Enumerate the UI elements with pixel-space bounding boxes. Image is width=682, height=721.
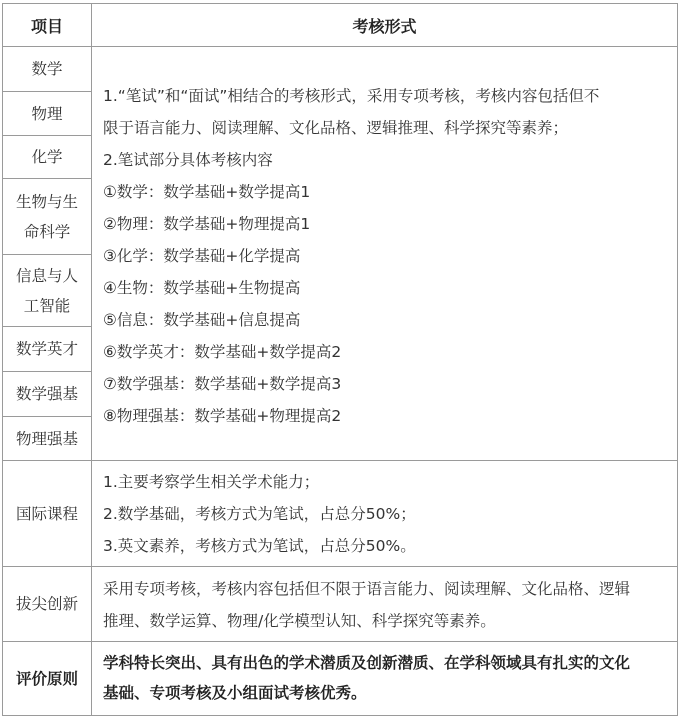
- subject-info-line2: 工智能: [23, 296, 71, 315]
- innovation-description: [103, 573, 673, 637]
- exam-desc-line: ⑦数学强基：数学基础+数学提高3: [103, 375, 342, 393]
- subject-biology-line1: 生物与生: [15, 192, 78, 211]
- exam-desc-line: ⑥数学英才：数学基础+数学提高2: [103, 343, 342, 361]
- intl-desc-line: 3.英文素养，考核方式为笔试，占总分50%。: [103, 537, 416, 555]
- intl-desc-line: 2.数学基础，考核方式为笔试，占总分50%；: [103, 505, 416, 523]
- header-exam-form: 考核形式: [352, 16, 417, 36]
- exam-desc-line: 限于语言能力、阅读理解、文化品格、逻辑推理、科学探究等素养；: [103, 119, 569, 137]
- header-divider: [3, 46, 677, 47]
- subject-math: 数学: [31, 60, 63, 78]
- subject-innovation: 拔尖创新: [15, 595, 78, 613]
- evaluation-description: [103, 648, 673, 708]
- exam-table: [2, 3, 678, 716]
- row-divider: [3, 566, 677, 567]
- subject-physics-strong: 物理强基: [15, 429, 78, 448]
- subject-physics: 物理: [31, 104, 63, 123]
- exam-description: [103, 80, 673, 432]
- international-description: [103, 466, 673, 562]
- subject-math-talent: 数学英才: [15, 340, 78, 358]
- exam-desc-line: 1.“笔试”和“面试”相结合的考核形式，采用专项考核，考核内容包括但不: [103, 87, 600, 105]
- exam-desc-line: ⑧物理强基：数学基础+物理提高2: [103, 407, 342, 425]
- exam-desc-line: ④生物：数学基础+生物提高: [103, 279, 301, 297]
- header-project: 项目: [30, 16, 63, 36]
- exam-desc-line: ⑤信息：数学基础+信息提高: [103, 311, 301, 329]
- subject-chemistry: 化学: [31, 148, 63, 166]
- intl-desc-line: 1.主要考察学生相关学术能力；: [103, 473, 320, 491]
- exam-desc-line: 2.笔试部分具体考核内容: [103, 151, 273, 169]
- subject-biology-line2: 命科学: [23, 222, 71, 241]
- row-divider: [3, 460, 677, 461]
- subject-biology: [3, 179, 91, 254]
- subject-evaluation: 评价原则: [15, 669, 78, 688]
- column-divider: [91, 4, 92, 715]
- exam-desc-line: ①数学：数学基础+数学提高1: [103, 183, 311, 201]
- exam-desc-line: ③化学：数学基础+化学提高: [103, 247, 301, 265]
- subject-math-strong: 数学强基: [15, 385, 78, 403]
- subject-international: 国际课程: [15, 504, 78, 523]
- exam-desc-line: ②物理：数学基础+物理提高1: [103, 215, 311, 233]
- evaluation-desc-line: 基础、专项考核及小组面试考核优秀。: [103, 684, 367, 702]
- subject-info-ai: [3, 255, 91, 326]
- row-divider: [3, 641, 677, 642]
- innovation-desc-line: 采用专项考核，考核内容包括但不限于语言能力、阅读理解、文化品格、逻辑: [103, 580, 631, 598]
- evaluation-desc-line: 学科特长突出、具有出色的学术潜质及创新潜质、在学科领域具有扎实的文化: [103, 654, 631, 672]
- subject-info-line1: 信息与人: [15, 266, 78, 285]
- innovation-desc-line: 推理、数学运算、物理/化学模型认知、科学探究等素养。: [103, 612, 496, 630]
